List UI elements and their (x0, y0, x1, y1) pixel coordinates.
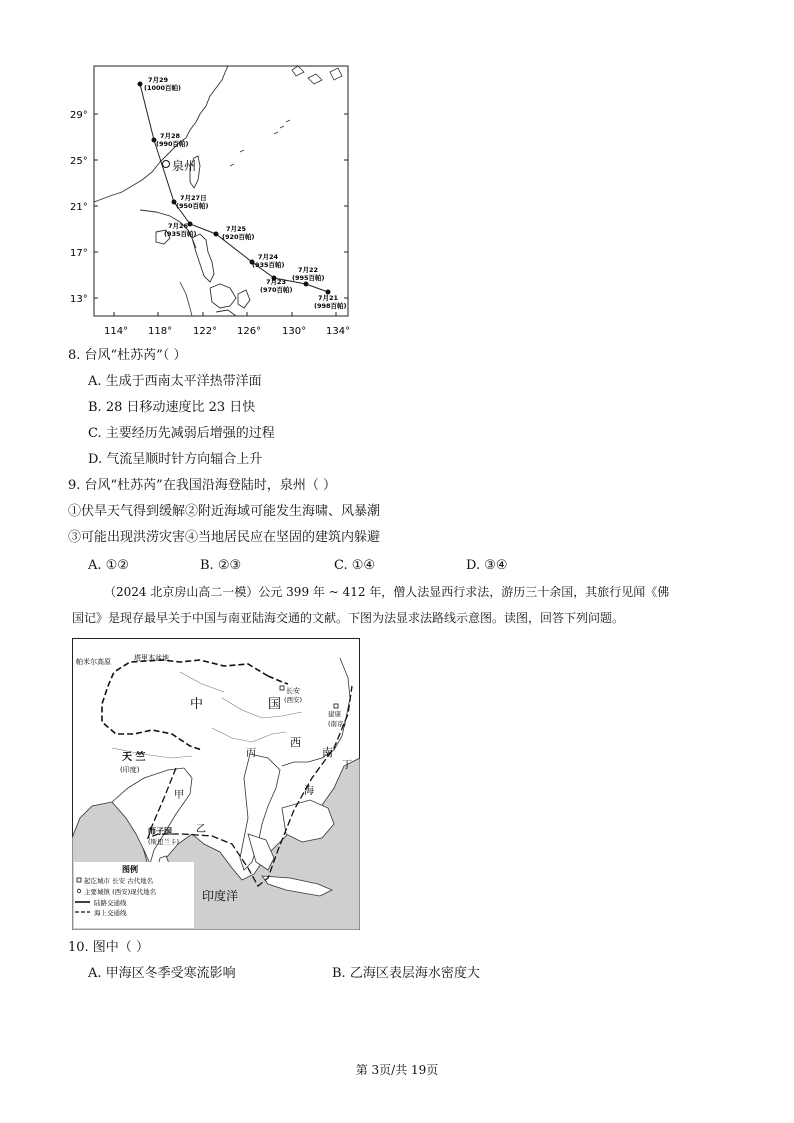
question-8-option-d[interactable]: D. 气流呈顺时针方向辐合上升 (88, 452, 263, 467)
place-label: 建康 (328, 710, 341, 718)
sea-label: 印度洋 (202, 889, 239, 903)
legend-title: 图例 (122, 865, 138, 874)
quanzhou-marker (163, 161, 170, 168)
lon-label: 134° (326, 326, 351, 337)
track-pressure: (998百帕) (314, 302, 347, 310)
question-8-stem: 8. 台风“杜苏芮”（ ） (68, 348, 187, 363)
lon-label: 122° (193, 326, 218, 337)
question-10-stem: 10. 图中（ ） (68, 940, 149, 955)
track-date: 7月26 (168, 222, 189, 230)
place-label: 长安 (286, 687, 300, 695)
typhoon-map-svg (60, 62, 360, 342)
track-date: 7月24 (258, 253, 279, 261)
question-9-option-c[interactable]: C. ①④ (334, 558, 376, 573)
track-date: 7月22 (298, 266, 319, 274)
sea-label: 西 (290, 736, 301, 749)
lat-label: 21° (70, 202, 88, 213)
track-date: 7月23 (266, 278, 287, 286)
track-pressure: (935百帕) (164, 230, 197, 238)
question-9-stem: 9. 台风“杜苏芮”在我国沿海登陆时，泉州（ ） (68, 478, 336, 493)
lon-label: 126° (237, 326, 262, 337)
track-date: 7月28 (160, 132, 181, 140)
route-map-svg (72, 638, 360, 930)
lat-label: 29° (70, 110, 88, 121)
page-number: 第 3页/共 19页 (355, 1063, 439, 1077)
track-point (214, 232, 219, 237)
legend-item: 海上交通线 (94, 909, 127, 917)
question-8-option-a[interactable]: A. 生成于西南太平洋热带洋面 (88, 374, 262, 389)
question-9-option-a[interactable]: A. ①② (88, 558, 129, 573)
sea-label: 海 (304, 786, 314, 797)
place-label: 国 (268, 697, 282, 712)
lon-label: 130° (282, 326, 307, 337)
lat-label: 17° (70, 248, 88, 259)
question-8-option-b[interactable]: B. 28 日移动速度比 23 日快 (88, 400, 256, 415)
track-pressure: (950百帕) (176, 202, 209, 210)
area-label-yi: 乙 (196, 824, 206, 835)
place-label: (斯里兰卡) (148, 838, 180, 846)
typhoon-track-map (60, 62, 360, 342)
track-date: 7月21 (318, 294, 339, 302)
track-pressure: (995百帕) (292, 274, 325, 282)
track-date: 7月27日 (180, 194, 207, 202)
sea-label: 南 (322, 746, 333, 759)
legend-item: 主要城镇 (西安)现代地名 (84, 888, 157, 896)
track-pressure: (990百帕) (156, 140, 189, 148)
place-label: 天 竺 (122, 752, 146, 763)
place-label: (印度) (120, 766, 140, 774)
track-point (304, 282, 309, 287)
legend-item: 起讫城市 长安 古代地名 (84, 877, 154, 885)
place-label: 帕米尔高原 (76, 658, 111, 666)
question-10-option-b[interactable]: B. 乙海区表层海水密度大 (332, 966, 480, 981)
place-label: 塔里木盆地 (134, 654, 169, 662)
question-9-option-b[interactable]: B. ②③ (200, 558, 242, 573)
lon-label: 118° (148, 326, 173, 337)
area-label-jia: 甲 (174, 790, 184, 801)
passage-line: 国记》是现存最早关于中国与南亚陆海交通的文献。下图为法显求法路线示意图。读图，回答下列问题。 (72, 611, 625, 625)
faxian-route-map (72, 638, 360, 930)
legend-item: 陆路交通线 (94, 899, 127, 907)
lon-label: 114° (104, 326, 129, 337)
track-date: 7月29 (148, 76, 169, 84)
track-point (188, 222, 193, 227)
place-label: (南京) (328, 720, 347, 728)
question-9-option-d[interactable]: D. ③④ (466, 558, 508, 573)
track-point (138, 82, 143, 87)
area-label-bing: 丙 (246, 748, 256, 759)
question-9-statement-line: ①伏旱天气得到缓解②附近海域可能发生海啸、风暴潮 (68, 504, 381, 519)
place-label: 中 (190, 697, 204, 712)
passage-line: （2024 北京房山高二一模）公元 399 年 ~ 412 年，僧人法显西行求法，游历三十余国，其旅行见闻《佛 (104, 585, 670, 599)
place-label: (西安) (284, 696, 303, 704)
question-9-statement-line: ③可能出现洪涝灾害④当地居民应在坚固的建筑内躲避 (68, 530, 381, 545)
track-pressure: (920百帕) (222, 233, 255, 241)
area-label-ding: 丁 (342, 760, 352, 771)
lat-label: 25° (70, 156, 88, 167)
track-pressure: (1000百帕) (144, 84, 182, 92)
question-8-option-c[interactable]: C. 主要经历先减弱后增强的过程 (88, 426, 275, 441)
place-label: 师子国 (148, 827, 172, 836)
question-10-option-a[interactable]: A. 甲海区冬季受寒流影响 (88, 966, 236, 981)
track-pressure: (970百帕) (260, 286, 293, 294)
track-date: 7月25 (226, 225, 247, 233)
city-label: 泉州 (172, 159, 197, 173)
lat-label: 13° (70, 294, 88, 305)
track-pressure: (935百帕) (252, 261, 285, 269)
